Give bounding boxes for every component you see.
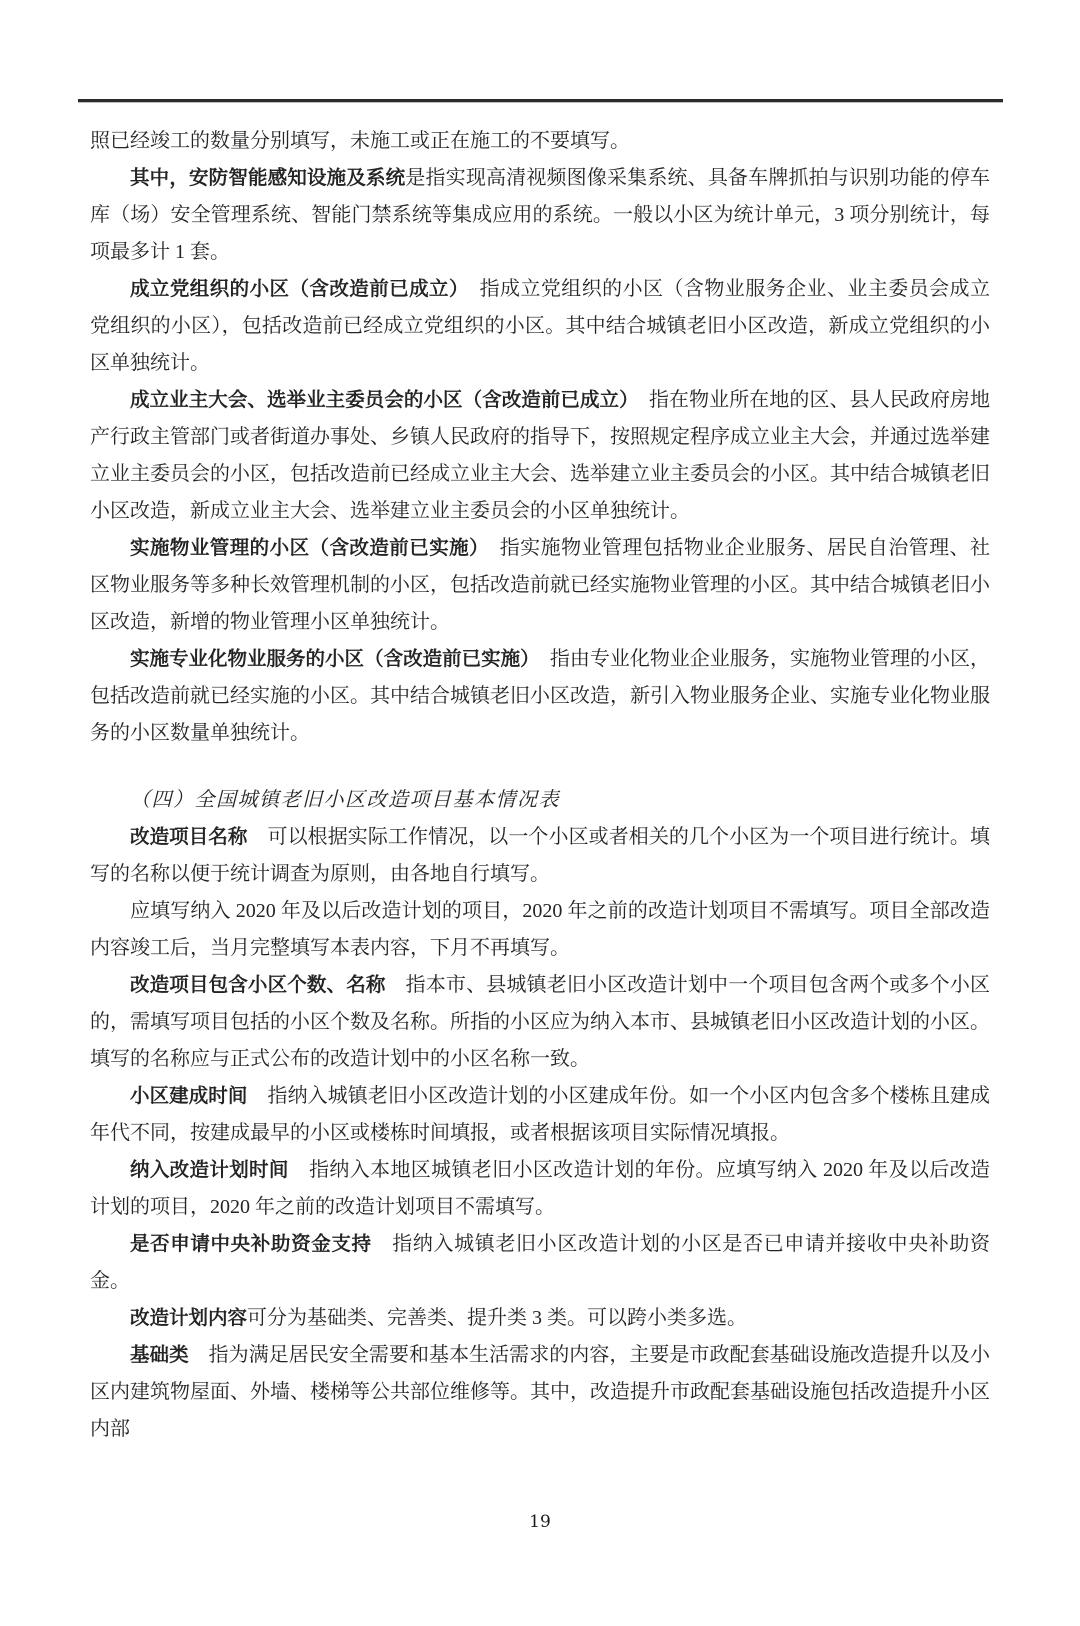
term-bold: 小区建成时间 bbox=[130, 1085, 248, 1107]
paragraph-text: 指纳入城镇老旧小区改造计划的小区建成年份。如一个小区内包含多个楼栋且建成年代不同，按建成最早的小区或楼栋时间填报，或者根据该项目实际情况填报。 bbox=[90, 1085, 990, 1144]
document-page bbox=[0, 99, 1080, 1626]
paragraph-text: 是指实现高清视频图像采集系统、具备车牌抓拍与识别功能的停车库（场）安全管理系统、智能门禁系统等集成应用的系统。一般以小区为统计单元，3 项分别统计，每项最多计 1 套。 bbox=[90, 167, 990, 263]
paragraph-owners-assembly bbox=[90, 382, 990, 530]
paragraph-text: 指成立党组织的小区（含物业服务企业、业主委员会成立党组织的小区），包括改造前已经成立党组织的小区。其中结合城镇老旧小区改造，新成立党组织的小区单独统计。 bbox=[90, 278, 990, 374]
term-bold: 成立党组织的小区（含改造前已成立） bbox=[130, 278, 460, 300]
term-bold: 实施专业化物业服务的小区（含改造前已实施） bbox=[130, 648, 530, 670]
document-body bbox=[90, 123, 990, 1448]
paragraph-text: 指实施物业管理包括物业企业服务、居民自治管理、社区物业服务等多种长效管理机制的小区，包括改造前就已经实施物业管理的小区。其中结合城镇老旧小区改造，新增的物业管理小区单独统计。 bbox=[90, 537, 990, 633]
paragraph-party-organization bbox=[90, 271, 990, 382]
paragraph-text: 指纳入本地区城镇老旧小区改造计划的年份。应填写纳入 2020 年及以后改造计划的项目，2020 年之前的改造计划项目不需填写。 bbox=[90, 1159, 990, 1218]
paragraph-project-name bbox=[90, 819, 990, 893]
term-bold: 改造计划内容 bbox=[130, 1307, 248, 1329]
paragraph-property-management bbox=[90, 530, 990, 641]
term-bold: 纳入改造计划时间 bbox=[130, 1159, 289, 1181]
section-heading-text: （四）全国城镇老旧小区改造项目基本情况表 bbox=[130, 789, 560, 811]
paragraph-text: 指在物业所在地的区、县人民政府房地产行政主管部门或者街道办事处、乡镇人民政府的指导下，按照规定程序成立业主大会，并通过选举建立业主委员会的小区，包括改造前已经成立业主大会、选举建立业主委员会的小区。其中结合城镇老旧小区改造，新成立业主大会、选举建立业主委员会的小区单独统计。 bbox=[90, 389, 990, 522]
paragraph-plan-time bbox=[90, 1152, 990, 1226]
page-number: 19 bbox=[529, 1512, 551, 1532]
term-bold: 基础类 bbox=[130, 1344, 189, 1366]
paragraph-continuation bbox=[90, 123, 990, 160]
term-bold: 成立业主大会、选举业主委员会的小区（含改造前已成立） bbox=[130, 389, 629, 411]
paragraph-text: 指纳入城镇老旧小区改造计划的小区是否已申请并接收中央补助资金。 bbox=[90, 1233, 990, 1292]
term-bold: 改造项目包含小区个数、名称 bbox=[130, 974, 386, 996]
term-bold: 改造项目名称 bbox=[130, 826, 248, 848]
paragraph-text: 可分为基础类、完善类、提升类 3 类。可以跨小类多选。 bbox=[247, 1307, 748, 1329]
paragraph-filling-rule bbox=[90, 893, 990, 967]
paragraph-plan-content bbox=[90, 1300, 990, 1337]
paragraph-anfang-system bbox=[90, 160, 990, 271]
term-bold: 是否申请中央补助资金支持 bbox=[130, 1233, 372, 1255]
paragraph-text: 照已经竣工的数量分别填写，未施工或正在施工的不要填写。 bbox=[90, 130, 630, 152]
paragraph-text: 指为满足居民安全需要和基本生活需求的内容，主要是市政配套基础设施改造提升以及小区内建筑物屋面、外墙、楼梯等公共部位维修等。其中，改造提升市政配套基础设施包括改造提升小区内部 bbox=[90, 1344, 990, 1440]
paragraph-text: 指由专业化物业企业服务，实施物业管理的小区，包括改造前就已经实施的小区。其中结合城镇老旧小区改造，新引入物业服务企业、实施专业化物业服务的小区数量单独统计。 bbox=[90, 648, 990, 744]
section-heading-four bbox=[90, 782, 990, 819]
paragraph-text: 指本市、县城镇老旧小区改造计划中一个项目包含两个或多个小区的，需填写项目包括的小区个数及名称。所指的小区应为纳入本市、县城镇老旧小区改造计划的小区。填写的名称应与正式公布的改造计划中的小区名称一致。 bbox=[90, 974, 990, 1070]
term-bold: 实施物业管理的小区（含改造前已实施） bbox=[130, 537, 480, 559]
paragraph-project-districts bbox=[90, 967, 990, 1078]
paragraph-central-subsidy bbox=[90, 1226, 990, 1300]
paragraph-text: 应填写纳入 2020 年及以后改造计划的项目，2020 年之前的改造计划项目不需填写。项目全部改造内容竣工后，当月完整填写本表内容，下月不再填写。 bbox=[90, 900, 990, 959]
term-bold: 其中，安防智能感知设施及系统 bbox=[130, 167, 406, 189]
paragraph-professional-property-service bbox=[90, 641, 990, 752]
paragraph-text: 可以根据实际工作情况，以一个小区或者相关的几个小区为一个项目进行统计。填写的名称以便于统计调查为原则，由各地自行填写。 bbox=[90, 826, 990, 885]
header-rule bbox=[78, 99, 1003, 103]
paragraph-basic-category bbox=[90, 1337, 990, 1448]
paragraph-built-time bbox=[90, 1078, 990, 1152]
